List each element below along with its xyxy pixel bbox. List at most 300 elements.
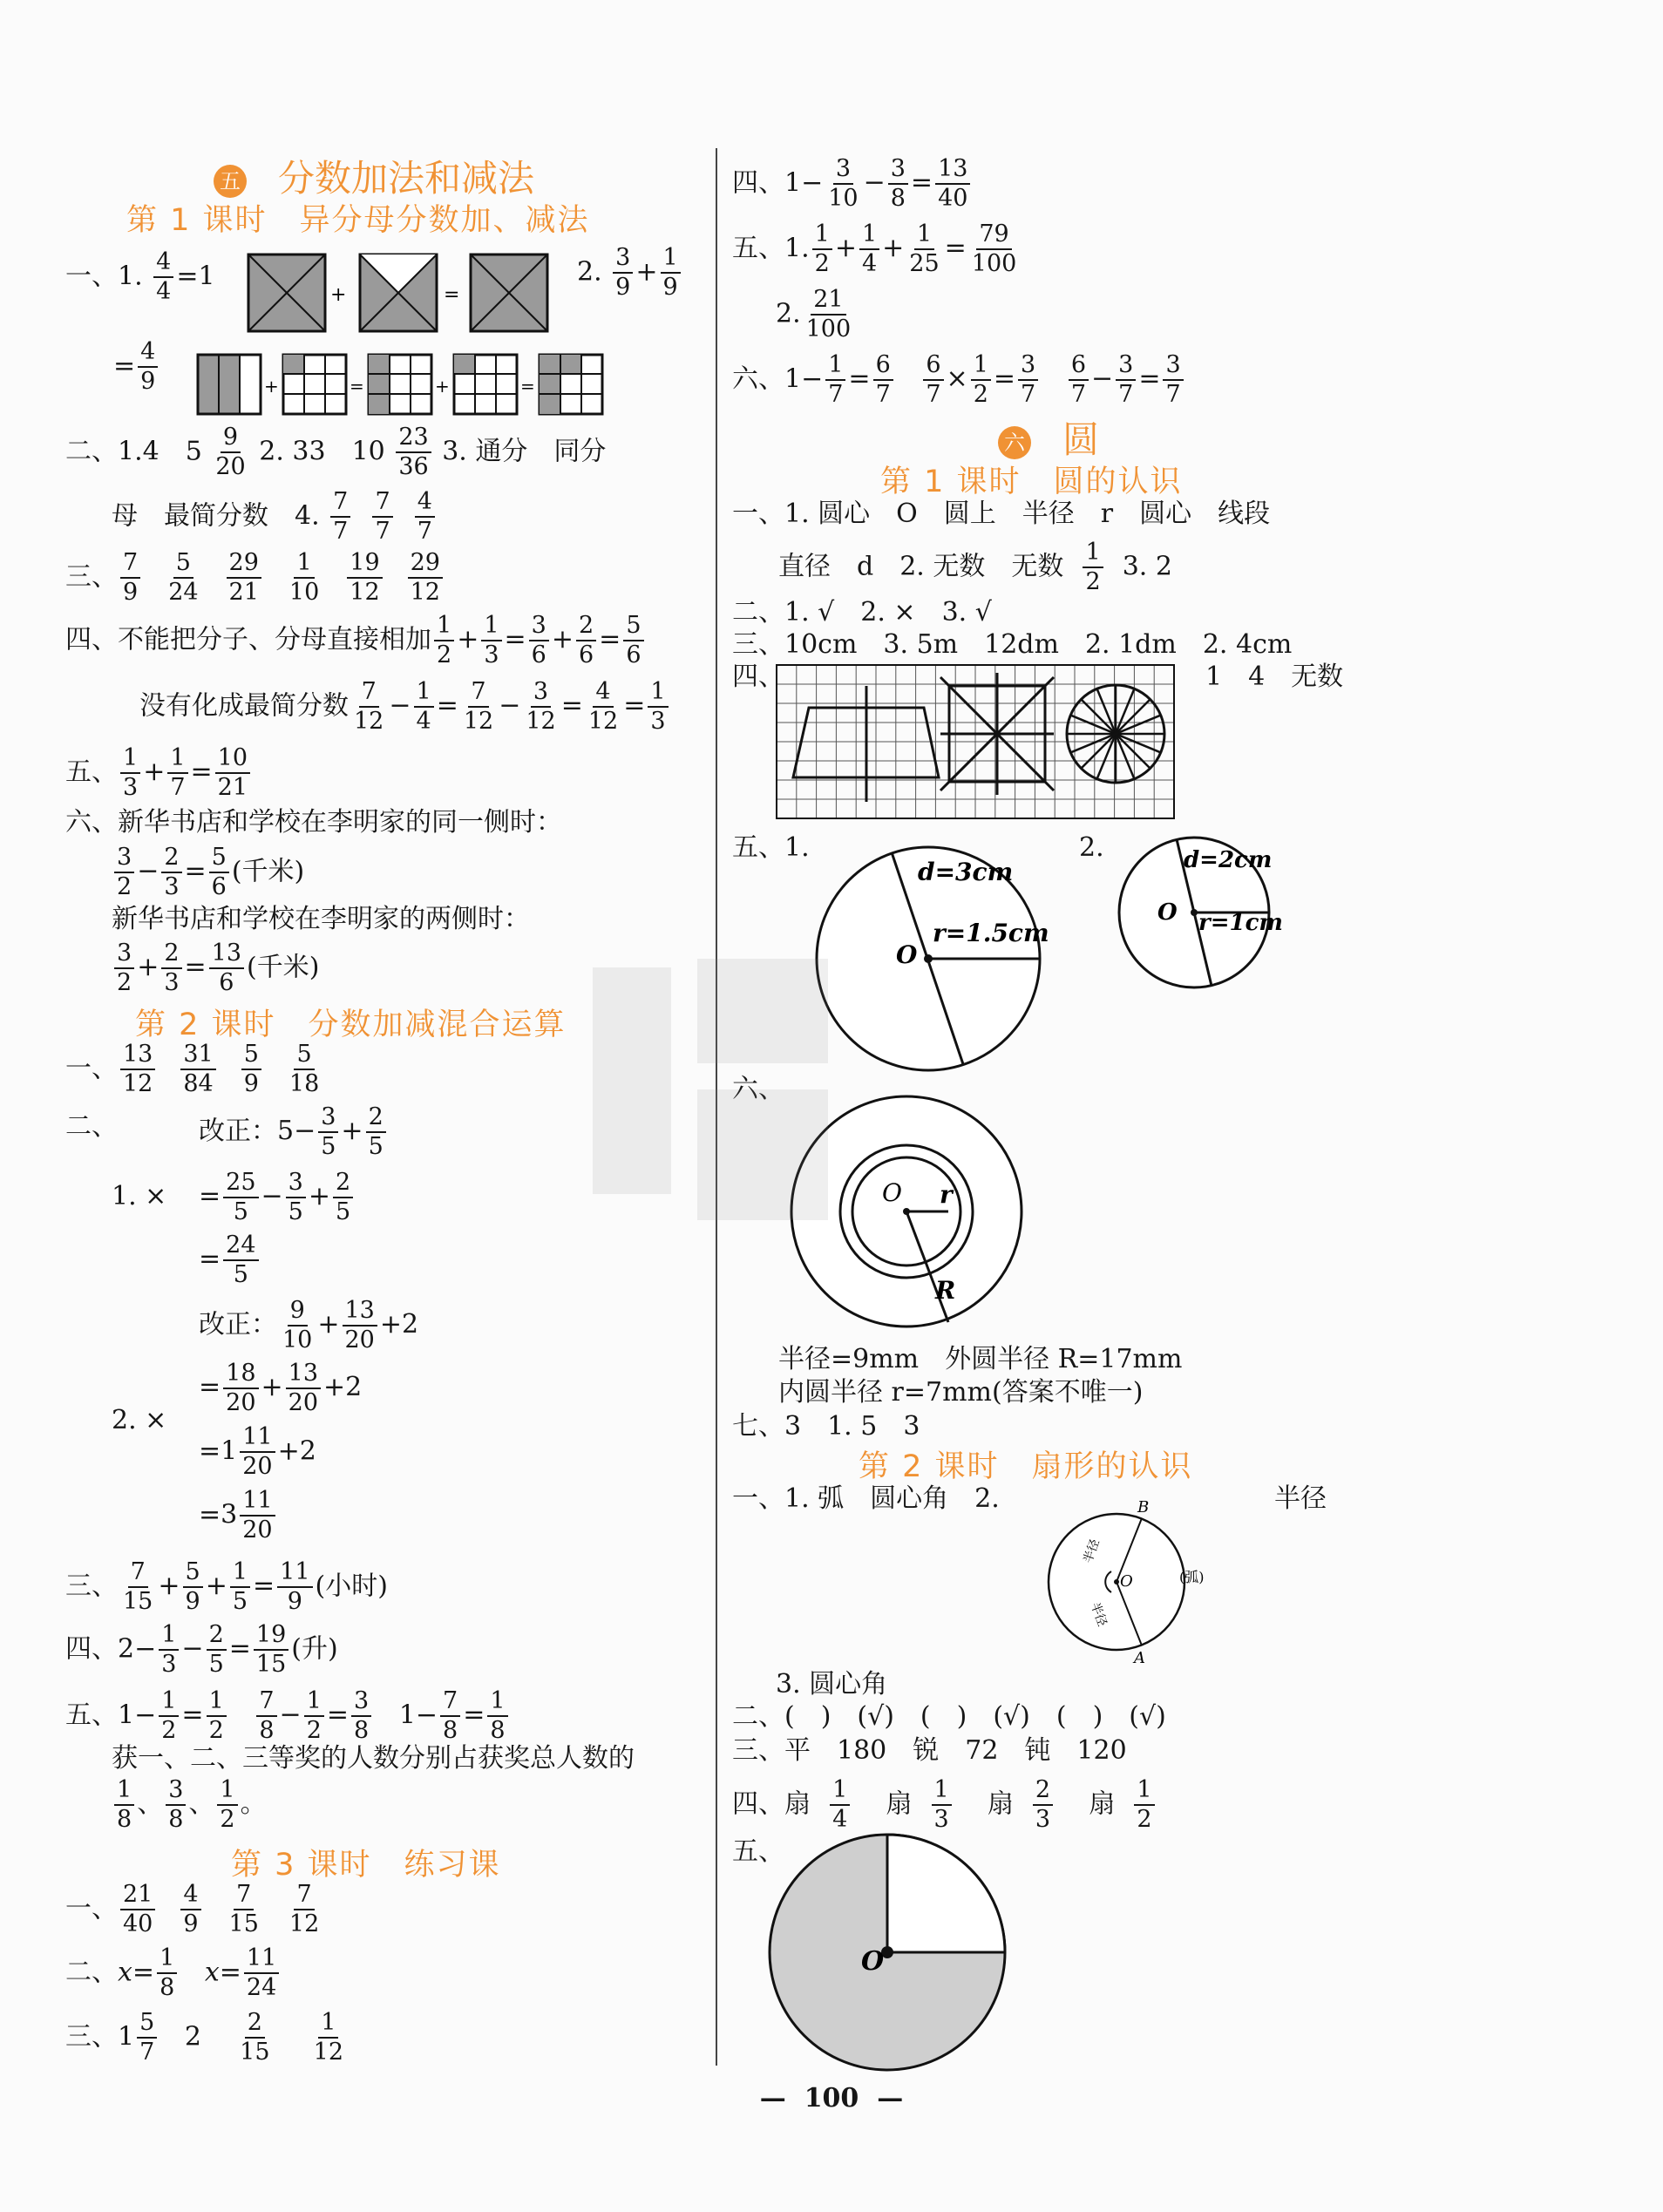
fraction xyxy=(586,680,621,735)
numerator: 5 xyxy=(209,845,229,873)
c6-sec5-2-label: 2. xyxy=(1079,832,1104,863)
sector-word: 扇 xyxy=(886,1788,913,1820)
fix2-step1-expr xyxy=(199,1360,363,1417)
numerator: 3 xyxy=(529,614,549,641)
l2-sec5-text: 获一、二、三等奖的人数分别占获奖总人数的 xyxy=(112,1743,635,1774)
numerator: 2 xyxy=(207,1623,227,1651)
c6-sec5-label: 五、1. xyxy=(732,832,810,863)
fraction xyxy=(287,1883,322,1937)
fraction xyxy=(825,157,860,212)
denominator: 20 xyxy=(242,1453,273,1481)
denominator: 9 xyxy=(185,1588,200,1616)
fraction xyxy=(623,614,643,668)
c6l2-sec2: 二、( ) (√) ( ) (√) ( ) (√) xyxy=(732,1701,1166,1732)
l3-sec1 xyxy=(65,1883,324,1937)
operator: = xyxy=(560,690,583,722)
numerator: 1 xyxy=(414,680,434,708)
sector-word: 四、扇 xyxy=(732,1788,811,1820)
fraction xyxy=(120,746,140,801)
denominator: 7 xyxy=(1165,381,1181,409)
operator: − xyxy=(181,1633,204,1665)
fraction xyxy=(161,845,181,900)
fraction: $\frac{1}{9}$ xyxy=(661,246,681,301)
fraction xyxy=(304,1689,324,1744)
operator: + xyxy=(143,757,166,788)
fraction xyxy=(120,551,140,606)
denominator: 8 xyxy=(890,185,906,213)
operator: + xyxy=(158,1571,180,1602)
numerator: 5 xyxy=(623,614,643,641)
sector-word: 扇 xyxy=(987,1788,1014,1820)
fraction xyxy=(209,941,244,996)
square-full xyxy=(248,254,325,331)
unit-liter: (升) xyxy=(291,1633,338,1665)
denominator: 12 xyxy=(526,708,556,736)
denominator: 7 xyxy=(139,2039,155,2066)
sector-labeled-figure xyxy=(1033,1495,1259,1669)
denominator: 12 xyxy=(587,708,619,736)
operator: − xyxy=(137,856,160,887)
page-number-value: 100 xyxy=(804,2083,859,2114)
arc-label: (弧) xyxy=(1179,1569,1205,1585)
fraction xyxy=(114,1778,134,1833)
numerator: 79 xyxy=(976,222,1011,250)
item2-mark: 2. × xyxy=(112,1405,167,1435)
l2-sec5 xyxy=(65,1689,511,1744)
denominator: 5 xyxy=(288,1198,303,1226)
c6l2-sec4 xyxy=(732,1778,1157,1833)
denominator: 40 xyxy=(938,185,968,213)
numerator: 3 xyxy=(1018,353,1038,381)
operator: − xyxy=(863,167,886,199)
fraction-list xyxy=(118,1041,324,1098)
fraction xyxy=(167,746,187,801)
r-sec4-equation xyxy=(823,155,973,213)
sec6-label: 六、新华书店和学校在李明家的同一侧时： xyxy=(65,807,562,838)
x-eq: x= xyxy=(118,1957,155,1988)
l3-sec1-label: 一、 xyxy=(65,1893,118,1924)
denominator: 4 xyxy=(861,250,878,278)
fraction xyxy=(180,1883,200,1937)
numerator: 25 xyxy=(223,1170,258,1198)
numerator: 6 xyxy=(1069,353,1089,381)
numerator: 3 xyxy=(1116,353,1136,381)
denominator: 7 xyxy=(1070,381,1086,409)
grid-9-b xyxy=(369,355,431,414)
numerator: 1 xyxy=(1134,1778,1154,1806)
denominator: 12 xyxy=(350,579,380,607)
operator: = xyxy=(190,757,213,788)
fraction xyxy=(114,941,134,996)
fraction xyxy=(888,157,908,212)
fraction xyxy=(529,614,549,668)
fix1-step2-expr xyxy=(199,1232,261,1289)
operator: + xyxy=(317,1309,340,1340)
operator: 5− xyxy=(277,1116,316,1147)
denominator: 12 xyxy=(410,579,440,607)
numerator: 29 xyxy=(227,551,261,579)
fraction xyxy=(804,288,854,343)
c6l2-sec1: 一、1. 弧 圆心角 2. xyxy=(732,1483,1000,1514)
numerator: 1 xyxy=(304,1689,324,1717)
sec5-line xyxy=(65,746,253,801)
fraction xyxy=(230,1560,250,1615)
chapter-5-heading xyxy=(214,150,534,202)
sec4-label-2: 没有化成最简分数 xyxy=(139,690,349,722)
l2-sec5-eq1 xyxy=(156,1687,229,1745)
c6-sec1-b xyxy=(778,540,1172,595)
fraction xyxy=(923,353,943,408)
numerator: 13 xyxy=(935,157,970,185)
numerator: 3 xyxy=(286,1170,306,1198)
operator: − xyxy=(261,1181,283,1212)
r-sec5-2 xyxy=(776,288,856,343)
operator: = xyxy=(199,1372,221,1403)
fraction xyxy=(240,1425,275,1480)
fraction xyxy=(287,551,322,606)
numerator: 1 xyxy=(932,1778,952,1806)
operator: = xyxy=(599,624,621,655)
fraction xyxy=(286,1361,321,1416)
q1-label-text: 一、1. xyxy=(65,261,143,292)
numerator: 1 xyxy=(1083,540,1103,568)
grid-9-d xyxy=(540,355,602,414)
numerator: 1 xyxy=(217,1778,237,1806)
operator: = xyxy=(184,856,207,887)
denominator: 2 xyxy=(220,1806,235,1834)
fraction xyxy=(227,1883,261,1937)
mixed-fraction xyxy=(237,1423,277,1481)
fix1-expression xyxy=(277,1103,389,1161)
fraction xyxy=(159,1689,179,1744)
fraction xyxy=(287,1042,322,1097)
c6-sec4-label: 四、 xyxy=(732,662,784,692)
sec2-text-a: 二、1.4 5 xyxy=(65,436,202,467)
operator: − xyxy=(499,690,521,722)
numerator: 2 xyxy=(161,845,181,873)
l2-sec3-equation xyxy=(118,1558,316,1616)
sec6-eq1 xyxy=(112,845,304,900)
fraction xyxy=(487,1689,507,1744)
fraction xyxy=(207,1689,227,1744)
c6-sec6-answer-1: 半径=9mm 外圆半径 R=17mm xyxy=(778,1344,1183,1374)
numerator: 19 xyxy=(347,551,382,579)
operator: = xyxy=(910,167,933,199)
denominator: 3 xyxy=(164,873,180,901)
fraction xyxy=(159,1623,179,1678)
fraction xyxy=(234,2009,275,2066)
numerator: 1 xyxy=(971,353,991,381)
denominator: 5 xyxy=(208,1651,224,1679)
equals: = xyxy=(113,350,136,382)
l2-sec5-answer xyxy=(112,1778,267,1833)
sec4-equation-2 xyxy=(349,678,671,736)
svg-text:=: = xyxy=(350,376,364,397)
fraction xyxy=(217,1778,237,1833)
fraction xyxy=(333,1170,353,1225)
r-sec6-label: 六、1− xyxy=(732,363,824,395)
c6l2-sec1-3: 3. 圆心角 xyxy=(776,1669,888,1700)
r-sec5-2-label: 2. xyxy=(776,298,801,329)
numerator: 10 xyxy=(215,746,250,774)
a-label: A xyxy=(1134,1649,1145,1667)
numerator: 11 xyxy=(244,1946,279,1974)
numerator: 5 xyxy=(294,1042,314,1070)
r-sec4-label: 四、1− xyxy=(732,167,824,199)
denominator: 2 xyxy=(117,969,132,997)
denominator: 5 xyxy=(233,1261,248,1289)
c6-sec3: 三、10cm 3. 5m 12dm 2. 1dm 2. 4cm xyxy=(732,629,1293,660)
l3-sec3 xyxy=(65,2011,349,2066)
fraction xyxy=(120,1042,155,1097)
numerator: 2 xyxy=(366,1105,386,1133)
numerator: 1 xyxy=(487,1689,507,1717)
fraction xyxy=(812,222,832,277)
fraction xyxy=(969,222,1020,277)
numerator: 2 xyxy=(333,1170,353,1198)
o-label: O xyxy=(882,1178,902,1207)
denominator: 12 xyxy=(123,1070,153,1098)
denominator: 10 xyxy=(282,1327,313,1354)
numerator: 11 xyxy=(240,1489,275,1517)
numerator: 6 xyxy=(873,353,893,381)
grid-9-c xyxy=(454,355,517,414)
numerator: 29 xyxy=(408,551,443,579)
R-label: R xyxy=(935,1276,956,1305)
numerator: 7 xyxy=(256,1689,276,1717)
square-three-quarters xyxy=(360,254,437,331)
denominator: 2 xyxy=(1137,1806,1152,1834)
fraction xyxy=(971,353,991,408)
numerator: 1 xyxy=(434,614,454,641)
l2-sec3 xyxy=(65,1560,388,1615)
numerator: 7 xyxy=(359,680,379,708)
fraction-list xyxy=(118,549,445,607)
fraction: $\frac{7}{7}$ xyxy=(330,490,350,545)
fraction-square-diagram xyxy=(247,253,552,336)
l2-sec1-label: 一、 xyxy=(65,1053,118,1084)
fix-label: 改正： xyxy=(199,1116,277,1147)
denominator: 15 xyxy=(228,1910,259,1938)
numerator: 1 xyxy=(157,1946,177,1974)
fraction xyxy=(180,1042,215,1097)
fraction xyxy=(277,1560,312,1615)
fraction xyxy=(1033,1778,1053,1833)
operator: = xyxy=(623,690,646,722)
denominator: 4 xyxy=(416,708,431,736)
numerator: 31 xyxy=(180,1042,215,1070)
numerator: 2 xyxy=(576,614,596,641)
fraction xyxy=(223,1361,258,1416)
fraction xyxy=(114,845,134,900)
r-label: r xyxy=(940,1180,953,1209)
fraction: $\frac{3}{9}$ xyxy=(613,246,633,301)
denominator: 7 xyxy=(1021,381,1036,409)
denominator: 7 xyxy=(828,381,844,409)
denominator: 21 xyxy=(217,774,248,802)
sec4-line1 xyxy=(65,614,647,668)
fraction xyxy=(873,353,893,408)
fraction xyxy=(825,353,845,408)
denominator: 8 xyxy=(443,1717,458,1745)
denominator: 7 xyxy=(170,774,186,802)
numerator: 5 xyxy=(183,1560,203,1588)
q2-label: 2. xyxy=(577,256,602,288)
denominator: 8 xyxy=(354,1717,370,1745)
numerator: 7 xyxy=(234,1883,254,1910)
numerator: 9 xyxy=(288,1299,308,1327)
operator: − xyxy=(1091,363,1114,395)
denominator: 9 xyxy=(243,1070,259,1098)
chapter-title: 分数加法和减法 xyxy=(278,157,535,200)
denominator: 8 xyxy=(259,1717,275,1745)
denominator: 4 xyxy=(832,1806,848,1834)
operator: 、 xyxy=(188,1788,215,1820)
eq3-prefix: 1− xyxy=(398,1700,438,1731)
numerator: 5 xyxy=(241,1042,261,1070)
l2-sec5-eq2 xyxy=(254,1687,374,1745)
shaded-sector-figure xyxy=(767,1830,1011,2074)
lesson-3-title: 第 3 课时 练习课 xyxy=(231,1848,501,1883)
denominator: 5 xyxy=(335,1198,351,1226)
fraction xyxy=(801,286,857,343)
numerator: 13 xyxy=(286,1361,321,1389)
operator: = xyxy=(993,363,1016,395)
numerator: 1 xyxy=(120,746,140,774)
c6-sec2: 二、1. √ 2. × 3. √ xyxy=(732,597,992,628)
square-result xyxy=(471,254,547,331)
numerator: 2 xyxy=(161,941,181,969)
fix2-step3 xyxy=(199,1489,278,1544)
sec6-eq2 xyxy=(112,941,319,996)
sec3-line xyxy=(65,551,445,606)
numerator: 4 xyxy=(593,680,613,708)
sec6-equation-2 xyxy=(112,940,247,997)
o-label: O xyxy=(896,940,918,969)
operator: = xyxy=(944,233,967,264)
fraction xyxy=(859,222,879,277)
r-sec6-eq2 xyxy=(920,351,1041,409)
numerator: 18 xyxy=(223,1361,258,1389)
fraction xyxy=(240,1489,275,1544)
ch6-lesson-1-title: 第 1 课时 圆的认识 xyxy=(880,465,1183,499)
denominator: 8 xyxy=(160,1974,175,2002)
denominator: 20 xyxy=(344,1327,375,1354)
operator: = xyxy=(184,952,207,983)
operator: − xyxy=(279,1700,302,1731)
q1-label xyxy=(65,250,215,305)
numerator: 2 xyxy=(1033,1778,1053,1806)
b-label: B xyxy=(1137,1498,1150,1517)
r-sec5-label: 五、1. xyxy=(732,233,810,264)
chapter-badge: 六 xyxy=(998,426,1031,459)
denominator: 25 xyxy=(909,250,940,278)
sec2-text-d: 母 最简分数 4. xyxy=(112,500,320,532)
sec4-line2 xyxy=(139,680,671,735)
fraction xyxy=(481,614,501,668)
operator: = xyxy=(253,1571,275,1602)
operator: = xyxy=(1138,363,1161,395)
denominator: 100 xyxy=(971,250,1017,278)
numerator: 2 xyxy=(245,2011,265,2039)
denominator: 21 xyxy=(228,579,259,607)
denominator: 24 xyxy=(168,579,199,607)
step-prefix: =1 xyxy=(199,1435,238,1467)
numerator: 13 xyxy=(209,941,244,969)
fix2-line xyxy=(199,1299,418,1354)
fraction xyxy=(120,1883,155,1937)
r-sec5-equation xyxy=(810,221,1022,278)
sec2-line1 xyxy=(65,425,606,480)
operator: = xyxy=(228,1633,251,1665)
award-fractions xyxy=(112,1776,267,1834)
numerator: 3 xyxy=(833,157,853,185)
numerator: 1 xyxy=(812,222,832,250)
sec3-label: 三、 xyxy=(65,561,118,593)
fraction xyxy=(280,1299,315,1354)
item1-mark: 1. × xyxy=(112,1181,167,1211)
operator: × xyxy=(946,363,968,395)
denominator: 2 xyxy=(973,381,988,409)
c6-sec6-label: 六、 xyxy=(732,1074,784,1104)
l2-sec4 xyxy=(65,1623,338,1678)
fraction xyxy=(461,680,496,735)
fraction: $\frac{4}{9}$ xyxy=(138,340,158,395)
fraction xyxy=(347,551,382,606)
fraction xyxy=(1116,353,1136,408)
fraction-list xyxy=(118,1881,324,1938)
fraction: $\frac{4}{4}$ xyxy=(153,250,173,305)
operator: 、 xyxy=(137,1788,164,1820)
denominator: 40 xyxy=(123,1910,153,1938)
operator: = xyxy=(504,624,526,655)
denominator: 12 xyxy=(313,2039,344,2066)
fraction xyxy=(648,680,668,735)
numerator: 1 xyxy=(318,2011,338,2039)
operator: + xyxy=(205,1571,227,1602)
denominator: 7 xyxy=(1118,381,1134,409)
denominator: 2 xyxy=(306,1717,322,1745)
denominator: 3 xyxy=(1035,1806,1051,1834)
unit-hour: (小时) xyxy=(315,1571,388,1602)
l3-sec2 xyxy=(65,1946,282,2001)
operator: +2 xyxy=(379,1309,419,1340)
numerator: 11 xyxy=(240,1425,275,1453)
c6l2-sec5-label: 五、 xyxy=(732,1836,784,1867)
denominator: 5 xyxy=(368,1133,384,1161)
c6-sec1-a: 一、1. 圆心 O 圆上 半径 r 圆心 线段 xyxy=(732,499,1271,529)
denominator: 3 xyxy=(123,774,139,802)
page-number: — 100 — xyxy=(759,2083,904,2114)
numerator: 3 xyxy=(531,680,551,708)
numerator: 7 xyxy=(294,1883,314,1910)
square-shape xyxy=(940,673,1054,795)
denominator: 5 xyxy=(321,1133,336,1161)
denominator: 2 xyxy=(437,641,452,669)
sec4-label: 四、不能把分子、分母直接相加 xyxy=(65,624,431,655)
fraction xyxy=(827,1776,852,1834)
numerator: 1 xyxy=(648,680,668,708)
sec4-equation-1 xyxy=(431,612,647,669)
fraction xyxy=(227,551,261,606)
numerator: 24 xyxy=(223,1233,258,1261)
denominator: 3 xyxy=(484,641,499,669)
c6-sec7: 七、3 1. 5 3 xyxy=(732,1411,920,1442)
fraction xyxy=(1018,353,1038,408)
denominator: 9 xyxy=(183,1910,199,1938)
l3-sec2-label: 二、 xyxy=(65,1957,118,1988)
l2-sec5-label: 五、1− xyxy=(65,1700,157,1731)
